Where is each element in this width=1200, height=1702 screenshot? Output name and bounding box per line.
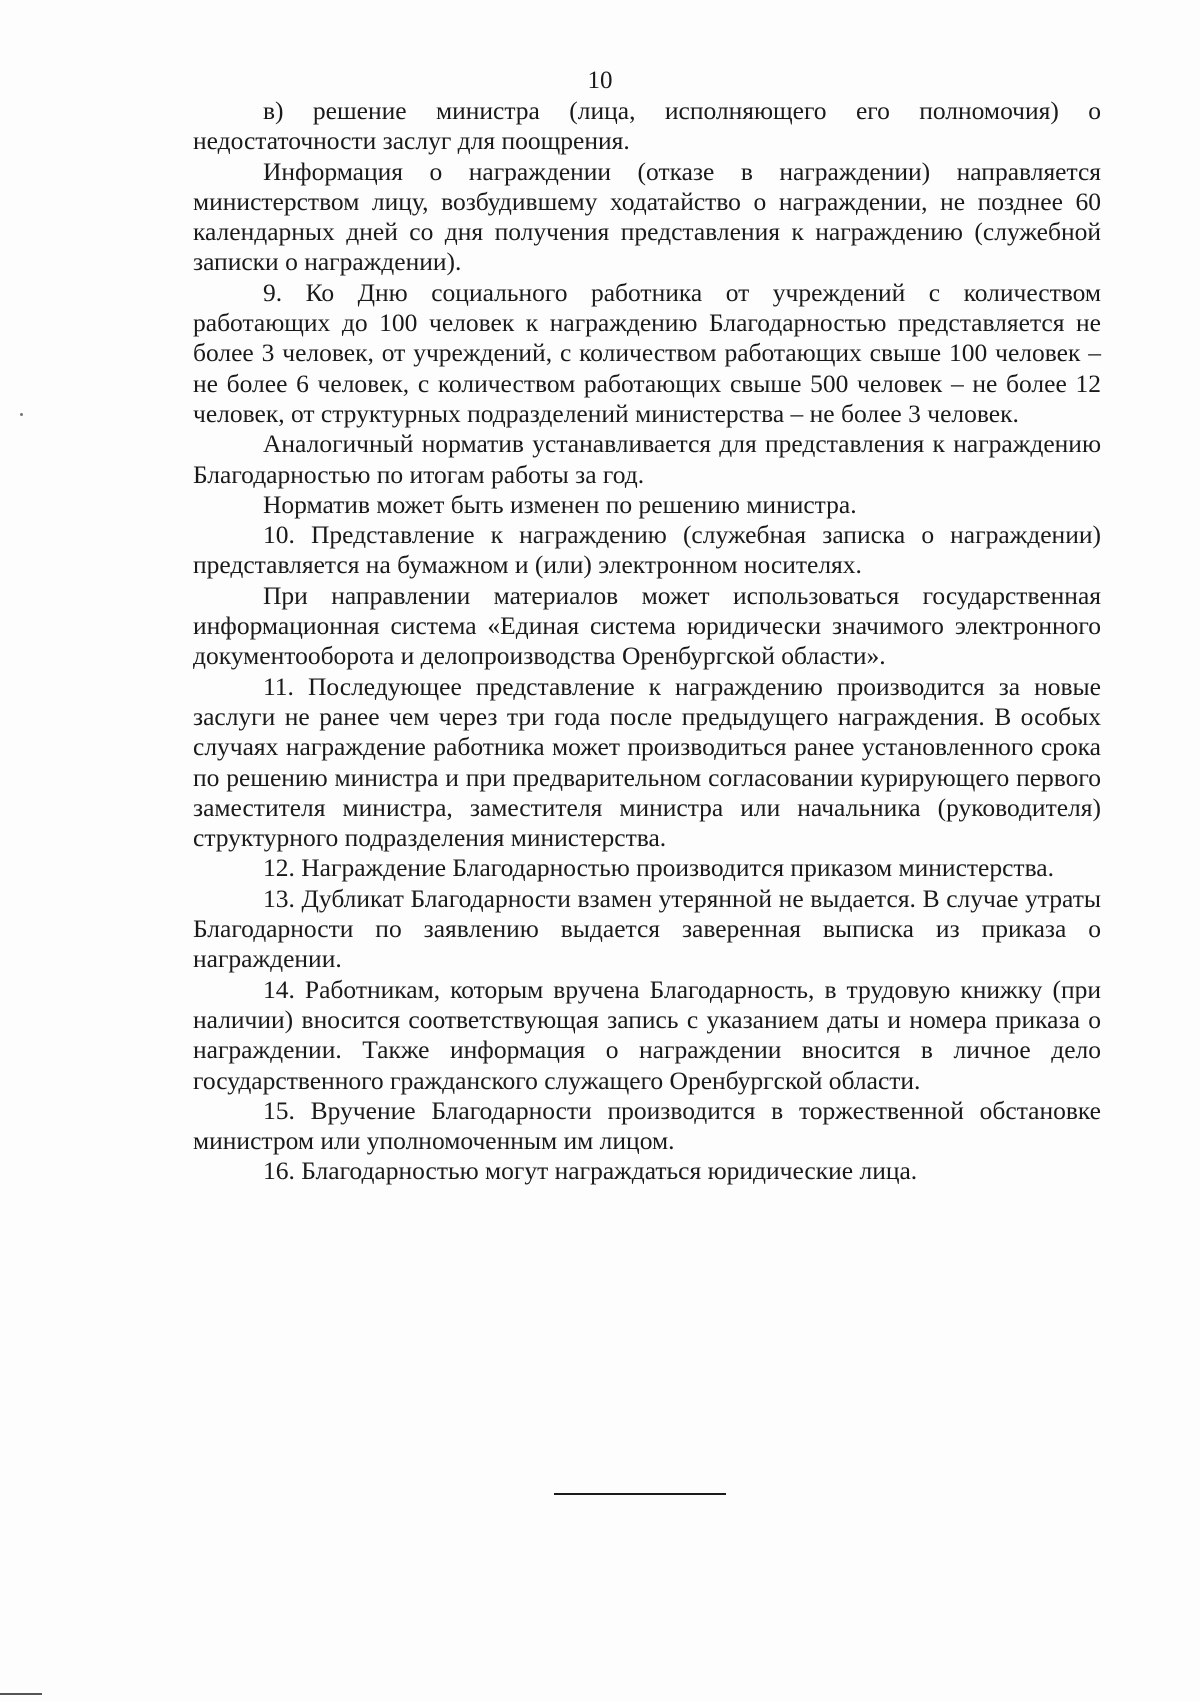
paragraph-10-submission-media: 10. Представление к награждению (служебная записка о награждении) представляется на бумажном и (или) электронном носителях.: [193, 520, 1101, 580]
paragraph-11-repeat-award: 11. Последующее представление к награждению производится за новые заслуги не ранее чем через три года после предыдущего награждения. В особых случаях награждение работника может производиться ранее установленного срока по решению министра и при предварительном согласовании курирующего первого заместителя министра, заместителя министра или начальника (руководителя) структурного подразделения министерства.: [193, 671, 1101, 853]
closing-divider-line: [554, 1493, 726, 1495]
paragraph-electronic-system: При направлении материалов может использоваться государственная информационная система «Единая система юридически значимого электронного документооборота и делопроизводства Оренбургской области».: [193, 580, 1101, 671]
page-number: 10: [587, 67, 613, 94]
paragraph-award-notification: Информация о награждении (отказе в награждении) направляется министерством лицу, возбудившему ходатайство о награждении, не позднее 60 календарных дней со дня получения представления к награждению (служебной записки о награждении).: [193, 156, 1101, 277]
scan-artifact-speck: [20, 413, 23, 416]
paragraph-quota-change: Норматив может быть изменен по решению министра.: [263, 489, 857, 519]
paragraph-annual-quota: Аналогичный норматив устанавливается для представления к награждению Благодарностью по итогам работы за год.: [193, 429, 1101, 489]
paragraph-12-award-order: 12. Награждение Благодарностью производится приказом министерства.: [263, 853, 1054, 883]
paragraph-9-social-worker-day-quota: 9. Ко Дню социального работника от учреждений с количеством работающих до 100 человек к награждению Благодарностью представляется не более 3 человек, от учреждений, с количеством работающих свыше 100 человек – не более 6 человек, с количеством работающих свыше 500 человек – не более 12 человек, от структурных подразделений министерства – не более 3 человек.: [193, 277, 1101, 428]
scan-artifact-edge: [0, 1693, 42, 1695]
paragraph-14-work-record: 14. Работникам, которым вручена Благодарность, в трудовую книжку (при наличии) вносится соответствующая запись с указанием даты и номера приказа о награждении. Также информация о награждении вносится в личное дело государственного гражданского служащего Оренбургской области.: [193, 974, 1101, 1095]
paragraph-13-duplicate: 13. Дубликат Благодарности взамен утерянной не выдается. В случае утраты Благодарности по заявлению выдается заверенная выписка из приказа о награждении.: [193, 883, 1101, 974]
paragraph-decision-insufficient-merit: в) решение министра (лица, исполняющего его полномочия) о недостаточности заслуг для поощрения.: [193, 96, 1101, 156]
document-body: [193, 96, 1101, 1187]
paragraph-15-ceremony: 15. Вручение Благодарности производится в торжественной обстановке министром или уполномоченным им лицом.: [193, 1095, 1101, 1156]
paragraph-16-legal-entities: 16. Благодарностью могут награждаться юридические лица.: [263, 1156, 918, 1186]
